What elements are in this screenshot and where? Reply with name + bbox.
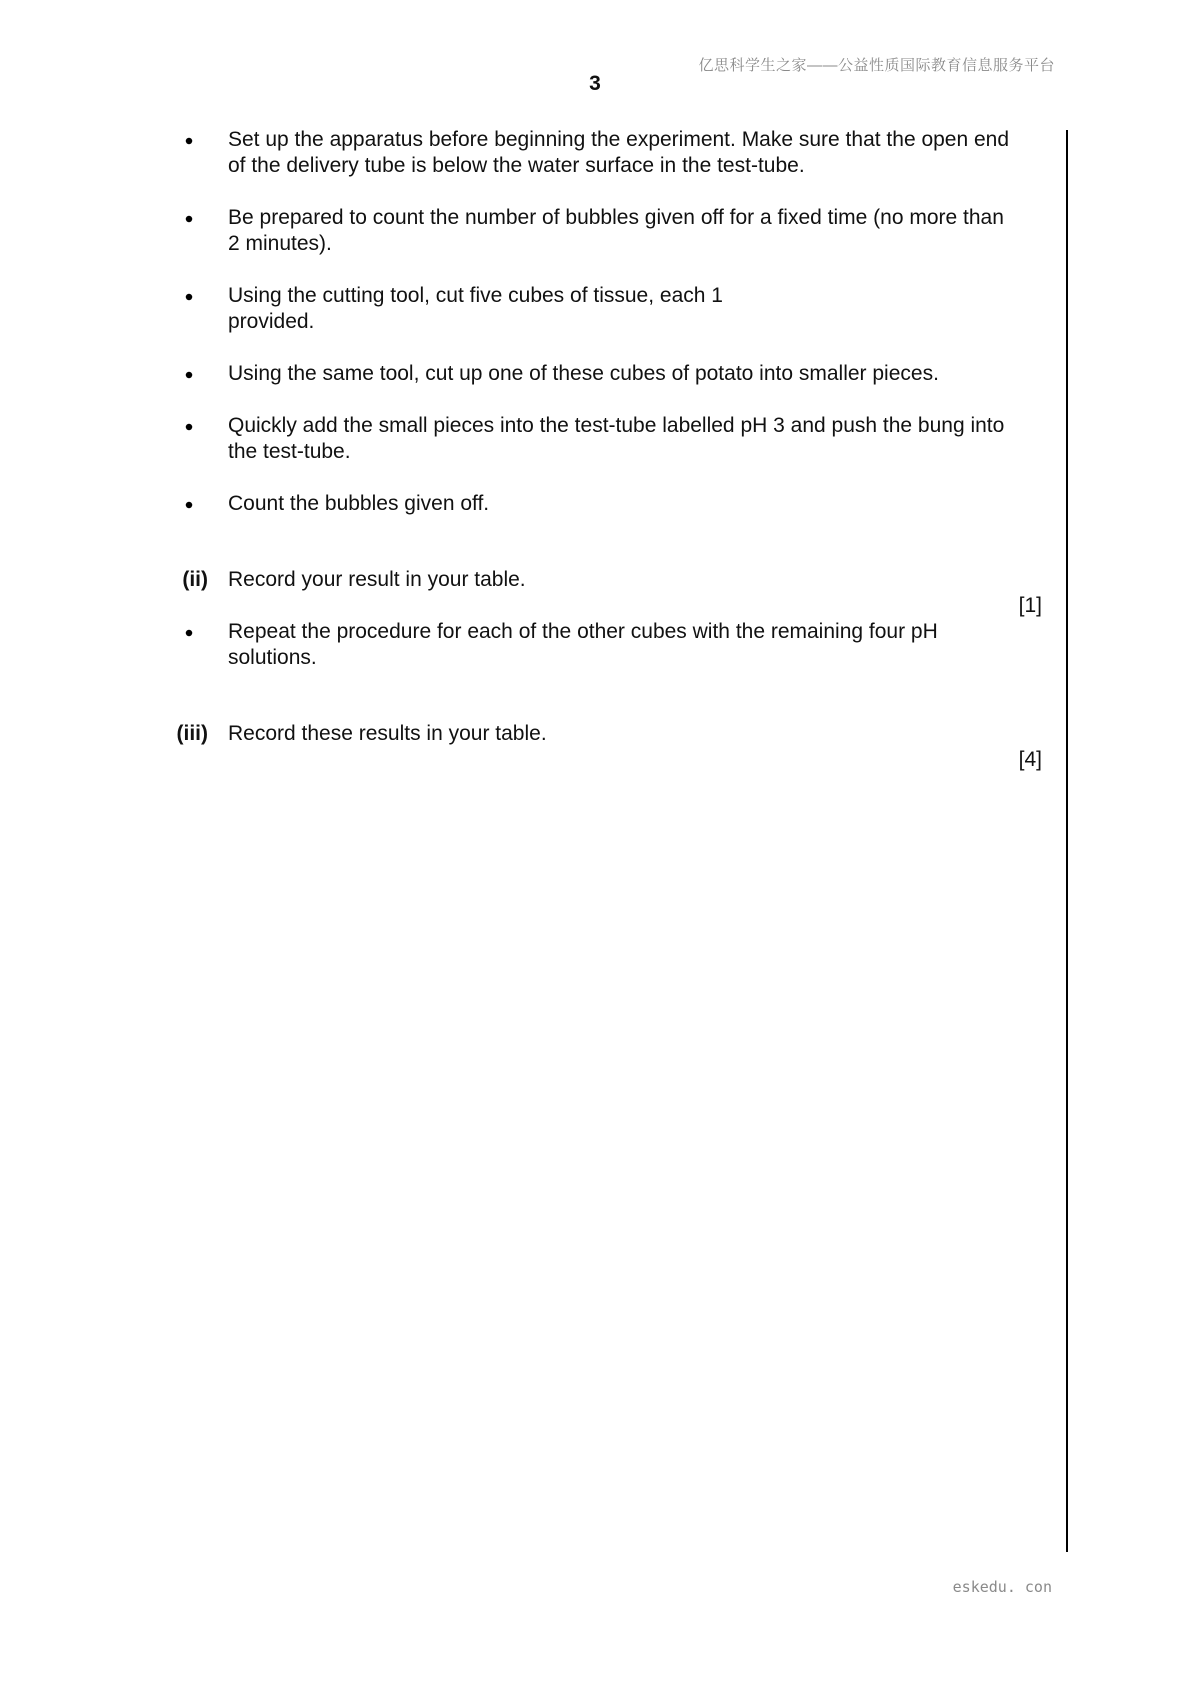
part-text: Record these results in your table.: [228, 722, 547, 745]
instruction-text-line: provided.: [228, 310, 315, 333]
instruction-text: Count the bubbles given off.: [228, 492, 490, 515]
bullet-icon: [186, 216, 193, 223]
bullet-icon: [186, 294, 193, 301]
instruction-text: [228, 283, 1018, 335]
instruction-text: Using the same tool, cut up one of these cubes of potato into smaller pieces.: [228, 362, 939, 385]
instruction-text: Be prepared to count the number of bubbles given off for a fixed time (no more than 2 minutes).: [228, 206, 1004, 255]
instruction-text: Set up the apparatus before beginning the experiment. Make sure that the open end of the delivery tube is below the water surface in the test-tube.: [228, 128, 1010, 177]
part-label: (ii): [182, 568, 208, 591]
bullet-icon: [186, 372, 193, 379]
bullet-icon: [186, 138, 193, 145]
bullet-icon: [186, 424, 193, 431]
instruction-text-line: Using the cutting tool, cut five cubes of tissue, each 1: [228, 284, 723, 307]
instruction-text: Repeat the procedure for each of the other cubes with the remaining four pH solutions.: [228, 620, 938, 669]
page-number: 3: [589, 72, 601, 95]
part-label: (iii): [176, 722, 208, 745]
mark-label: [1]: [1018, 594, 1042, 617]
mark-label: [4]: [1018, 748, 1042, 771]
header-watermark: 亿思科学生之家——公益性质国际教育信息服务平台: [698, 57, 1055, 74]
footer-site: eskedu. con: [952, 1578, 1052, 1596]
bullet-icon: [186, 630, 193, 637]
bullet-icon: [186, 502, 193, 509]
margin-line: [1066, 130, 1068, 1552]
part-text: Record your result in your table.: [228, 568, 526, 591]
instruction-text: Quickly add the small pieces into the test-tube labelled pH 3 and push the bung into the test-tube.: [228, 414, 1005, 463]
